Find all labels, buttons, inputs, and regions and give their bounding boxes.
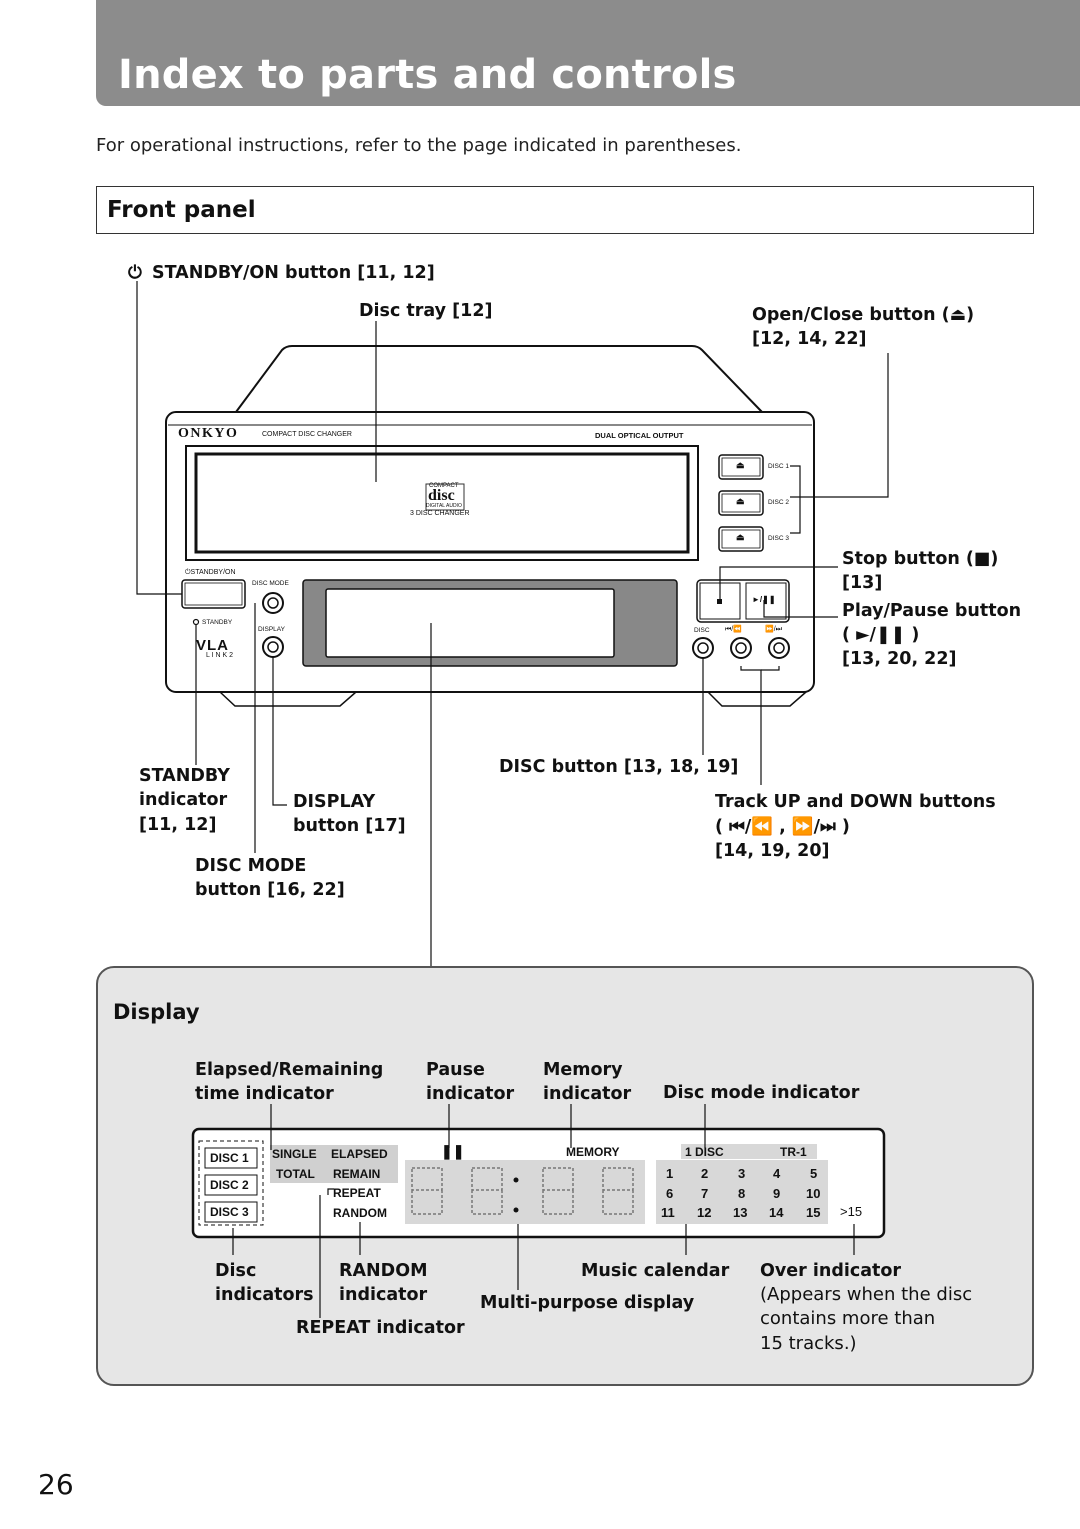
label-elapsed-2: time indicator xyxy=(195,1084,334,1104)
play-pause-icon: ►/❚❚ xyxy=(752,595,776,604)
standby-text: STANDBY xyxy=(202,619,233,626)
cal-4: 4 xyxy=(773,1166,781,1181)
cal-1: 1 xyxy=(666,1166,674,1181)
changer-text: 3 DISC CHANGER xyxy=(410,510,470,517)
eject-icon: ⏏ xyxy=(736,496,745,506)
label-elapsed: Elapsed/Remaining xyxy=(195,1060,384,1080)
lcd-disc-1: DISC 1 xyxy=(210,1151,249,1165)
eject-icon: ⏏ xyxy=(736,532,745,542)
label-stop: Stop button (■) xyxy=(842,549,999,569)
intro-text: For operational instructions, refer to the page indicated in parentheses. xyxy=(96,135,742,156)
label-track-buttons: Track UP and DOWN buttons xyxy=(715,792,996,812)
label-open-close: Open/Close button (⏏) xyxy=(752,305,975,325)
label-pause-2: indicator xyxy=(426,1084,515,1104)
label-random-2: indicator xyxy=(339,1285,428,1305)
cal-3: 3 xyxy=(738,1166,746,1181)
cal-7: 7 xyxy=(701,1186,709,1201)
display-text: DISPLAY xyxy=(258,626,285,633)
label-multi-purpose: Multi-purpose display xyxy=(480,1293,695,1313)
cal-2: 2 xyxy=(701,1166,709,1181)
lcd-elapsed: ELAPSED xyxy=(331,1147,388,1161)
label-over-desc-1: (Appears when the disc xyxy=(760,1284,973,1305)
disc-slot-3: DISC 3 xyxy=(768,535,789,542)
cal-8: 8 xyxy=(738,1186,746,1201)
model-text: COMPACT DISC CHANGER xyxy=(262,431,352,438)
lcd-pause: ❚❚ xyxy=(441,1143,465,1159)
lcd-over: >15 xyxy=(840,1204,863,1219)
label-stop-pages: [13] xyxy=(842,573,883,593)
lcd-repeat: REPEAT xyxy=(333,1186,381,1200)
label-disc-indicators: Disc xyxy=(215,1261,257,1281)
label-over-desc-3: 15 tracks.) xyxy=(760,1333,857,1354)
label-play-pause-pages: [13, 20, 22] xyxy=(842,649,957,669)
cal-13: 13 xyxy=(733,1205,748,1220)
disc-mode-text: DISC MODE xyxy=(252,580,289,587)
label-memory: Memory xyxy=(543,1060,623,1080)
cal-10: 10 xyxy=(806,1186,821,1201)
label-standby-indicator: STANDBY xyxy=(139,766,230,786)
disc-slot-2: DISC 2 xyxy=(768,499,789,506)
page-title: Index to parts and controls xyxy=(118,52,737,98)
label-play-pause: Play/Pause button xyxy=(842,601,1022,621)
label-disc-mode-pages: button [16, 22] xyxy=(195,880,345,900)
lcd-1-disc: 1 DISC xyxy=(685,1145,724,1159)
label-standby-indicator-pages: [11, 12] xyxy=(139,815,217,835)
lcd-random: RANDOM xyxy=(333,1206,387,1220)
lcd-remain: REMAIN xyxy=(333,1167,381,1181)
standby-on-text: ⏻STANDBY/ON xyxy=(185,569,236,576)
label-over-desc-2: contains more than xyxy=(760,1308,936,1329)
lcd-memory: MEMORY xyxy=(566,1145,620,1159)
section-title: Front panel xyxy=(107,197,256,223)
vla-logo: VLA xyxy=(196,637,229,654)
brand-logo: ONKYO xyxy=(178,426,239,441)
label-memory-2: indicator xyxy=(543,1084,632,1104)
link2-text: L I N K 2 xyxy=(206,652,233,659)
label-play-pause-icons: ( ►/❚❚ ) xyxy=(842,625,920,645)
label-repeat: REPEAT indicator xyxy=(296,1318,465,1338)
cal-11: 11 xyxy=(661,1205,675,1220)
label-open-close-pages: [12, 14, 22] xyxy=(752,329,867,349)
label-standby-indicator-2: indicator xyxy=(139,790,228,810)
cal-12: 12 xyxy=(697,1205,712,1220)
output-text: DUAL OPTICAL OUTPUT xyxy=(595,431,684,440)
label-music-calendar: Music calendar xyxy=(581,1261,730,1281)
label-display-button: DISPLAY xyxy=(293,792,376,812)
lcd-tr1: TR-1 xyxy=(780,1145,807,1159)
label-track-pages: [14, 19, 20] xyxy=(715,841,830,861)
disc-label: DISC xyxy=(694,627,710,634)
label-track-icons: ( ⏮/⏪ , ⏩/⏭ ) xyxy=(715,817,850,837)
label-disc-indicators-2: indicators xyxy=(215,1285,314,1305)
label-over-indicator: Over indicator xyxy=(760,1261,902,1281)
lcd-disc-3: DISC 3 xyxy=(210,1205,249,1219)
skip-fwd-label: ⏩/⏭ xyxy=(765,626,782,633)
cal-6: 6 xyxy=(666,1186,674,1201)
cal-14: 14 xyxy=(769,1205,784,1220)
disc-logo-top: COMPACT xyxy=(429,483,459,489)
power-icon: ⏻ xyxy=(128,263,142,283)
disc-logo-bottom: DIGITAL AUDIO xyxy=(426,503,462,509)
lcd-total: TOTAL xyxy=(276,1167,315,1181)
skip-back-label: ⏮/⏪ xyxy=(725,626,742,633)
disc-slot-1: DISC 1 xyxy=(768,463,789,470)
label-random: RANDOM xyxy=(339,1261,428,1281)
label-display-button-pages: button [17] xyxy=(293,816,406,836)
label-disc-button: DISC button [13, 18, 19] xyxy=(499,757,739,777)
lcd-single: SINGLE xyxy=(272,1147,317,1161)
label-disc-mode: DISC MODE xyxy=(195,856,307,876)
label-pause: Pause xyxy=(426,1060,485,1080)
lcd-disc-2: DISC 2 xyxy=(210,1178,249,1192)
display-title: Display xyxy=(113,1000,200,1024)
cal-5: 5 xyxy=(810,1166,818,1181)
cal-15: 15 xyxy=(806,1205,821,1220)
eject-icon: ⏏ xyxy=(736,460,745,470)
label-disc-mode-indicator: Disc mode indicator xyxy=(663,1083,860,1103)
cal-9: 9 xyxy=(773,1186,781,1201)
disc-logo: disc xyxy=(428,487,455,504)
label-standby-on: STANDBY/ON button [11, 12] xyxy=(152,263,435,283)
page-number: 26 xyxy=(38,1468,74,1501)
label-disc-tray: Disc tray [12] xyxy=(359,301,493,321)
